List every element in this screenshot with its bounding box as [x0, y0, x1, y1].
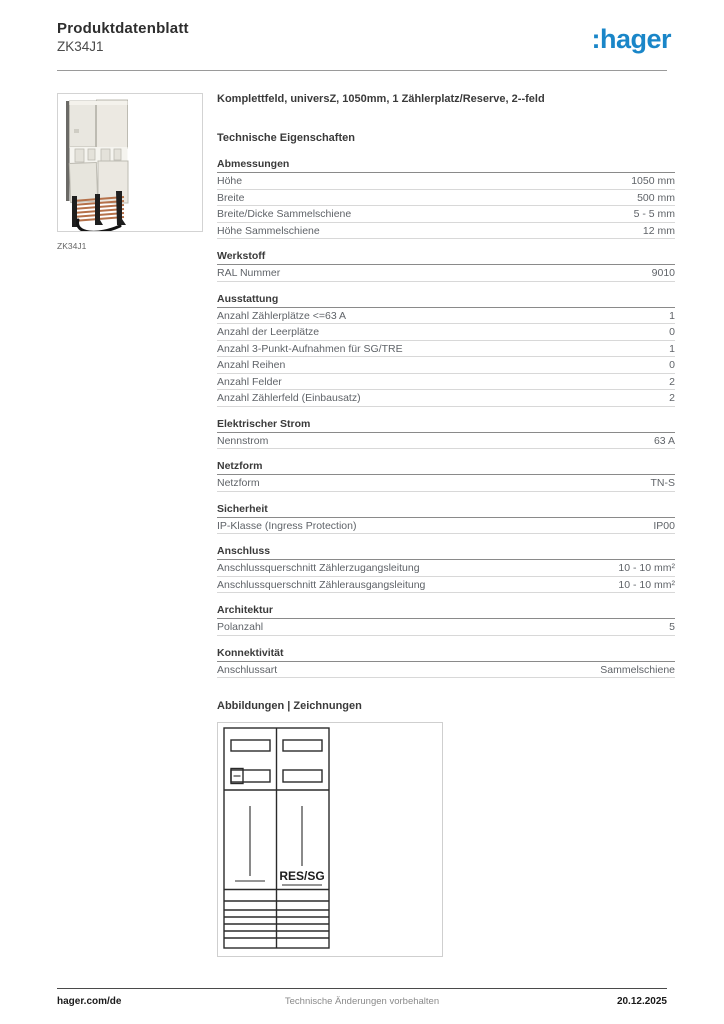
spec-value: 0	[669, 326, 675, 339]
footer-notice: Technische Änderungen vorbehalten	[284, 996, 440, 1007]
spec-row	[217, 577, 675, 594]
spec-value: 63 A	[653, 434, 675, 447]
spec-label: Höhe	[217, 175, 243, 188]
spec-row	[217, 173, 675, 190]
spec-row	[217, 223, 675, 240]
spec-section-title: Elektrischer Strom	[217, 418, 675, 433]
spec-row	[217, 357, 675, 374]
spec-row	[217, 190, 675, 207]
spec-value: TN-S	[650, 477, 675, 490]
doc-type-title: Produktdatenblatt	[57, 20, 189, 37]
spec-value: 0	[669, 359, 675, 372]
spec-sections	[217, 158, 675, 678]
spec-label: Anschlussquerschnitt Zählerausgangsleitung	[217, 578, 426, 591]
header	[57, 20, 675, 54]
spec-value: 500 mm	[637, 191, 675, 204]
spec-row	[217, 374, 675, 391]
spec-value: 1	[669, 309, 675, 322]
spec-value: 2	[669, 375, 675, 388]
spec-label: Anzahl Felder	[217, 375, 282, 388]
spec-section	[217, 647, 675, 679]
product-title: Komplettfeld, universZ, 1050mm, 1 Zählerplatz/Reserve, 2--feld	[217, 93, 545, 105]
footer-date: 20.12.2025	[616, 996, 667, 1007]
spec-label: Netzform	[217, 477, 260, 490]
tech-properties-heading: Technische Eigenschaften	[217, 132, 355, 145]
product-code: ZK34J1	[57, 39, 104, 54]
spec-row	[217, 619, 675, 636]
spec-row	[217, 341, 675, 358]
spec-section-title: Konnektivität	[217, 647, 675, 662]
spec-section	[217, 545, 675, 593]
spec-section-title: Ausstattung	[217, 293, 675, 308]
spec-label: Anzahl 3-Punkt-Aufnahmen für SG/TRE	[217, 342, 403, 355]
spec-section	[217, 158, 675, 239]
header-divider	[57, 70, 667, 71]
spec-row	[217, 206, 675, 223]
spec-section	[217, 503, 675, 535]
spec-row	[217, 475, 675, 492]
spec-label: Anschlussquerschnitt Zählerzugangsleitung	[217, 562, 420, 575]
spec-value: 9010	[651, 267, 675, 280]
spec-value: 1	[669, 342, 675, 355]
spec-column	[217, 93, 675, 957]
spec-value: 5	[669, 621, 675, 634]
spec-label: Breite/Dicke Sammelschiene	[217, 208, 352, 221]
spec-section-title: Abmessungen	[217, 158, 675, 173]
spec-label: Anzahl Zählerplätze <=63 A	[217, 309, 347, 322]
spec-value: IP00	[653, 519, 675, 532]
drawing-res-sg-label: RES/SG	[279, 869, 325, 884]
spec-label: RAL Nummer	[217, 267, 281, 280]
spec-section	[217, 293, 675, 407]
spec-row	[217, 308, 675, 325]
footer-website: hager.com/de	[57, 996, 122, 1007]
spec-label: Anzahl Reihen	[217, 359, 286, 372]
spec-value: 1050 mm	[631, 175, 675, 188]
spec-row	[217, 390, 675, 407]
spec-row	[217, 662, 675, 679]
spec-section	[217, 250, 675, 282]
technical-drawing	[217, 722, 443, 957]
product-photo	[57, 93, 203, 232]
spec-label: IP-Klasse (Ingress Protection)	[217, 519, 357, 532]
spec-value: 2	[669, 392, 675, 405]
spec-section	[217, 418, 675, 450]
spec-value: 10 - 10 mm²	[618, 562, 675, 575]
main-content	[57, 93, 675, 957]
footer	[57, 988, 667, 1007]
spec-section-title: Netzform	[217, 460, 675, 475]
spec-value: 12 mm	[642, 224, 675, 237]
spec-value: 10 - 10 mm²	[618, 578, 675, 591]
spec-value: Sammelschiene	[600, 663, 675, 676]
technical-drawing-svg	[218, 723, 442, 956]
drawings-heading: Abbildungen | Zeichnungen	[217, 700, 362, 713]
spec-label: Breite	[217, 191, 245, 204]
spec-row	[217, 433, 675, 450]
spec-label: Anschlussart	[217, 663, 278, 676]
spec-section	[217, 604, 675, 636]
spec-label: Anzahl der Leerplätze	[217, 326, 320, 339]
spec-label: Anzahl Zählerfeld (Einbausatz)	[217, 392, 361, 405]
spec-row	[217, 265, 675, 282]
spec-section	[217, 460, 675, 492]
spec-section-title: Anschluss	[217, 545, 675, 560]
product-image-column	[57, 93, 203, 957]
spec-section-title: Werkstoff	[217, 250, 675, 265]
spec-value: 5 - 5 mm	[633, 208, 675, 221]
spec-label: Höhe Sammelschiene	[217, 224, 320, 237]
spec-label: Polanzahl	[217, 621, 264, 634]
spec-label: Nennstrom	[217, 434, 269, 447]
hager-logo: :hager	[591, 24, 671, 54]
spec-row	[217, 324, 675, 341]
spec-row	[217, 560, 675, 577]
product-image-caption: ZK34J1	[57, 241, 87, 251]
spec-row	[217, 518, 675, 535]
spec-section-title: Sicherheit	[217, 503, 675, 518]
spec-section-title: Architektur	[217, 604, 675, 619]
product-photo-illustration	[58, 94, 203, 232]
